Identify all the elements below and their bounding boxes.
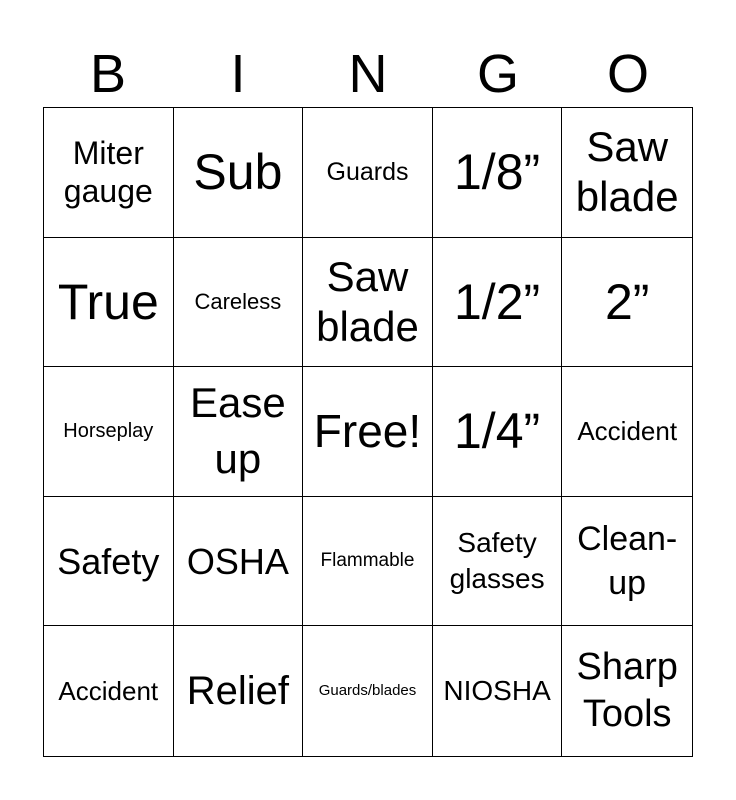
cell-text: Horseplay	[63, 420, 154, 443]
bingo-cell-r4c4	[433, 497, 563, 627]
bingo-cell-r1c3	[303, 108, 433, 238]
cell-text: Accident	[577, 415, 678, 446]
cell-text: Saw blade	[316, 252, 419, 350]
cell-text: Sub	[193, 144, 283, 201]
header-letter-g: G	[476, 44, 519, 104]
bingo-cell-r5c3	[303, 626, 433, 756]
cell-text: Relief	[186, 669, 290, 714]
bingo-cell-r2c2	[174, 238, 304, 368]
cell-text: 1/4”	[454, 403, 541, 460]
bingo-cell-r3c4	[433, 367, 563, 497]
cell-text: NIOSHA	[443, 675, 551, 707]
cell-text: Guards/blades	[318, 682, 417, 700]
bingo-cell-r4c2	[174, 497, 304, 627]
cell-text: Safety	[57, 540, 160, 582]
cell-text: True	[57, 273, 159, 330]
bingo-cell-r5c2	[174, 626, 304, 756]
bingo-cell-r3c5	[562, 367, 692, 497]
header-letter-n: N	[348, 44, 388, 104]
cell-text: Safety glasses	[449, 526, 545, 595]
bingo-board	[43, 107, 693, 757]
cell-text: Flammable	[320, 549, 415, 571]
cell-text: Clean-up	[577, 519, 678, 603]
bingo-cell-r2c1	[44, 238, 174, 368]
bingo-cell-r3c3	[303, 367, 433, 497]
cell-text: Ease up	[190, 378, 286, 483]
cell-text: 1/8”	[454, 144, 541, 201]
cell-text: Careless	[194, 288, 282, 314]
bingo-cell-r3c2	[174, 367, 304, 497]
cell-text: Free!	[313, 404, 422, 457]
bingo-cell-r5c5	[562, 626, 692, 756]
bingo-cell-r3c1	[44, 367, 174, 497]
header-letter-i: I	[230, 44, 246, 104]
cell-text: Sharp Tools	[576, 645, 678, 736]
bingo-cell-r4c5	[562, 497, 692, 627]
cell-text: 1/2”	[454, 273, 541, 330]
cell-text: Saw blade	[575, 122, 679, 221]
header-letter-o: O	[606, 44, 649, 104]
bingo-cell-r5c1	[44, 626, 174, 756]
bingo-cell-r1c4	[433, 108, 563, 238]
bingo-cell-r2c4	[433, 238, 563, 368]
bingo-cell-r2c5	[562, 238, 692, 368]
bingo-cell-r5c4	[433, 626, 563, 756]
bingo-cell-r2c3	[303, 238, 433, 368]
bingo-cell-r1c2	[174, 108, 304, 238]
bingo-header	[43, 40, 693, 108]
cell-text: 2”	[604, 273, 650, 330]
cell-text: Miter gauge	[63, 134, 153, 210]
bingo-cell-r1c5	[562, 108, 692, 238]
cell-text: Guards	[326, 158, 409, 187]
bingo-cell-r1c1	[44, 108, 174, 238]
bingo-cell-r4c1	[44, 497, 174, 627]
bingo-cell-r4c3	[303, 497, 433, 627]
header-letter-b: B	[89, 44, 127, 104]
cell-text: OSHA	[186, 540, 289, 582]
cell-text: Accident	[58, 675, 159, 706]
